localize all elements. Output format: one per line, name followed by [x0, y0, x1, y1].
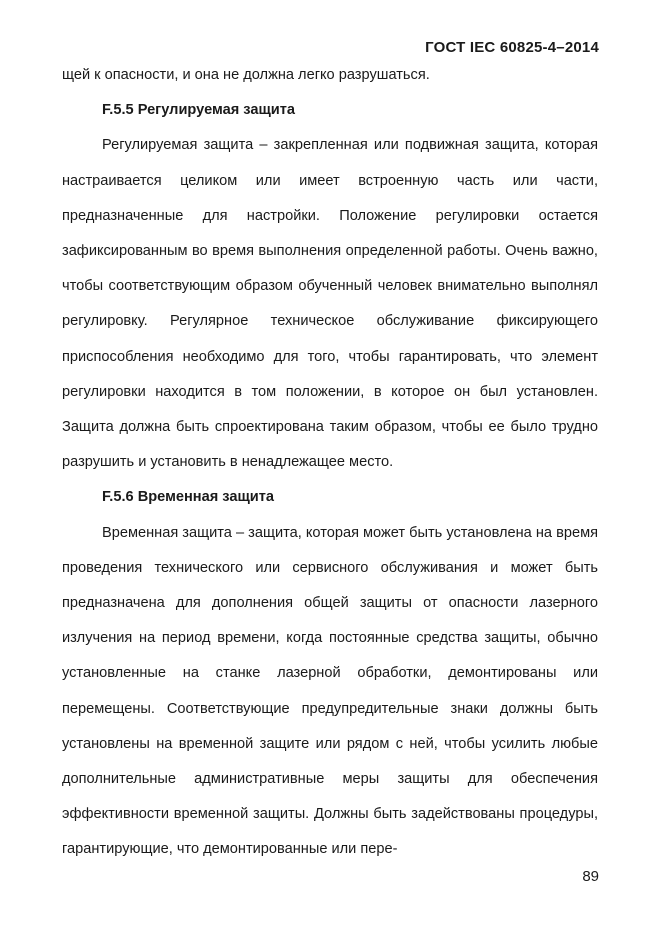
body-text	[62, 58, 598, 868]
section-paragraph-f55: Регулируемая защита – закрепленная или подвижная защита, которая настраивается целиком или имеет встроенную часть или части, предназначенные для настройки. Положение регулировки остается зафиксированным во время выполнения определенной работы. Очень важно, чтобы соответствующим образом обученный человек внимательно выполнял регулировку. Регулярное техническое обслуживание фиксирующего приспособления необходимо для того, чтобы гарантировать, что элемент регулировки находится в том положении, в которое он был установлен. Защита должна быть спроектирована таким образом, чтобы ее было трудно разрушить и установить в ненадлежащее место.	[62, 137, 598, 471]
section-heading-f55: F.5.5 Регулируемая защита	[102, 102, 296, 119]
section-paragraph-f56: Временная защита – защита, которая может быть установлена на время проведения технического или сервисного обслуживания и может быть предназначена для дополнения общей защиты от опасности лазерного излучения на период времени, когда постоянные средства защиты, обычно установленные на станке лазерной обработки, демонтированы или перемещены. Соответствующие предупредительные знаки должны быть установлены на временной защите или рядом с ней, чтобы усилить любые дополнительные административные меры защиты для обеспечения эффективности временной защиты. Должны быть задействованы процедуры, гарантирующие, что демонтированные или пере-	[62, 524, 599, 858]
continuation-paragraph: щей к опасности, и она не должна легко разрушаться.	[62, 67, 430, 83]
standard-header: ГОСТ IEC 60825-4–2014	[425, 39, 599, 56]
section-heading-f56: F.5.6 Временная защита	[102, 489, 275, 506]
page-number: 89	[582, 868, 599, 885]
